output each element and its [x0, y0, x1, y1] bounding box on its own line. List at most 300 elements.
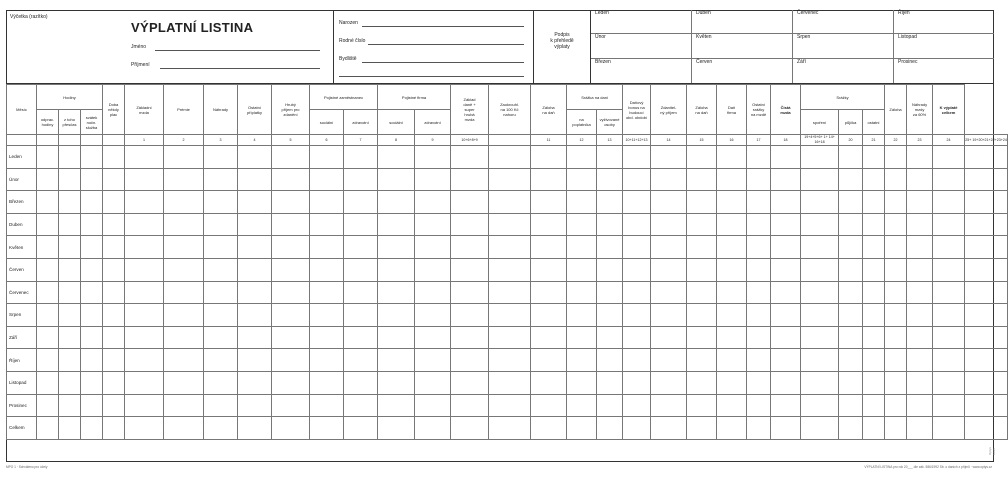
- input-cell[interactable]: [103, 326, 125, 349]
- input-cell[interactable]: [597, 168, 623, 191]
- input-cell[interactable]: [597, 417, 623, 440]
- input-cell[interactable]: [623, 146, 651, 169]
- input-cell[interactable]: [863, 394, 885, 417]
- input-cell[interactable]: [885, 371, 907, 394]
- input-cell[interactable]: [771, 417, 801, 440]
- input-cell[interactable]: [567, 349, 597, 372]
- input-cell[interactable]: [37, 191, 59, 214]
- input-cell[interactable]: [885, 258, 907, 281]
- input-cell[interactable]: [81, 168, 103, 191]
- input-cell[interactable]: [103, 371, 125, 394]
- input-cell[interactable]: [567, 281, 597, 304]
- input-cell[interactable]: [59, 281, 81, 304]
- input-cell[interactable]: [717, 213, 747, 236]
- input-cell[interactable]: [125, 281, 164, 304]
- month-cell[interactable]: Říjen: [894, 10, 994, 34]
- input-cell[interactable]: [37, 236, 59, 259]
- input-cell[interactable]: [747, 417, 771, 440]
- input-cell[interactable]: [801, 394, 839, 417]
- rc-field[interactable]: [368, 44, 524, 45]
- input-cell[interactable]: [272, 168, 310, 191]
- input-cell[interactable]: [567, 394, 597, 417]
- input-cell[interactable]: [489, 304, 531, 327]
- input-cell[interactable]: [907, 326, 933, 349]
- input-cell[interactable]: [451, 281, 489, 304]
- input-cell[interactable]: [378, 168, 415, 191]
- input-cell[interactable]: [103, 168, 125, 191]
- input-cell[interactable]: [801, 417, 839, 440]
- input-cell[interactable]: [37, 349, 59, 372]
- input-cell[interactable]: [164, 371, 204, 394]
- input-cell[interactable]: [204, 281, 238, 304]
- input-cell[interactable]: [378, 191, 415, 214]
- input-cell[interactable]: [489, 258, 531, 281]
- input-cell[interactable]: [37, 213, 59, 236]
- input-cell[interactable]: [103, 146, 125, 169]
- input-cell[interactable]: [965, 236, 1008, 259]
- input-cell[interactable]: [717, 258, 747, 281]
- input-cell[interactable]: [623, 236, 651, 259]
- input-cell[interactable]: [839, 213, 863, 236]
- input-cell[interactable]: [415, 304, 451, 327]
- input-cell[interactable]: [125, 258, 164, 281]
- input-cell[interactable]: [238, 146, 272, 169]
- input-cell[interactable]: [965, 146, 1008, 169]
- input-cell[interactable]: [37, 146, 59, 169]
- input-cell[interactable]: [310, 236, 344, 259]
- input-cell[interactable]: [204, 326, 238, 349]
- input-cell[interactable]: [907, 304, 933, 327]
- input-cell[interactable]: [717, 394, 747, 417]
- input-cell[interactable]: [415, 191, 451, 214]
- input-cell[interactable]: [103, 417, 125, 440]
- input-cell[interactable]: [204, 394, 238, 417]
- input-cell[interactable]: [37, 304, 59, 327]
- input-cell[interactable]: [378, 213, 415, 236]
- input-cell[interactable]: [717, 146, 747, 169]
- input-cell[interactable]: [164, 146, 204, 169]
- input-cell[interactable]: [531, 304, 567, 327]
- month-cell[interactable]: Červenec: [793, 10, 894, 34]
- input-cell[interactable]: [651, 236, 687, 259]
- input-cell[interactable]: [451, 349, 489, 372]
- input-cell[interactable]: [747, 168, 771, 191]
- input-cell[interactable]: [933, 236, 965, 259]
- month-cell[interactable]: Květen: [692, 34, 793, 59]
- input-cell[interactable]: [81, 394, 103, 417]
- input-cell[interactable]: [378, 349, 415, 372]
- input-cell[interactable]: [597, 304, 623, 327]
- input-cell[interactable]: [415, 168, 451, 191]
- input-cell[interactable]: [933, 191, 965, 214]
- input-cell[interactable]: [238, 191, 272, 214]
- input-cell[interactable]: [344, 281, 378, 304]
- input-cell[interactable]: [272, 191, 310, 214]
- input-cell[interactable]: [81, 349, 103, 372]
- surname-field[interactable]: [160, 68, 320, 69]
- input-cell[interactable]: [801, 213, 839, 236]
- input-cell[interactable]: [489, 371, 531, 394]
- input-cell[interactable]: [839, 258, 863, 281]
- input-cell[interactable]: [623, 213, 651, 236]
- input-cell[interactable]: [933, 326, 965, 349]
- input-cell[interactable]: [378, 417, 415, 440]
- month-cell[interactable]: Listopad: [894, 34, 994, 59]
- input-cell[interactable]: [965, 349, 1008, 372]
- month-cell[interactable]: Červen: [692, 59, 793, 84]
- input-cell[interactable]: [965, 168, 1008, 191]
- input-cell[interactable]: [103, 236, 125, 259]
- input-cell[interactable]: [687, 236, 717, 259]
- input-cell[interactable]: [597, 258, 623, 281]
- input-cell[interactable]: [747, 304, 771, 327]
- input-cell[interactable]: [103, 281, 125, 304]
- input-cell[interactable]: [907, 349, 933, 372]
- input-cell[interactable]: [238, 213, 272, 236]
- input-cell[interactable]: [933, 213, 965, 236]
- input-cell[interactable]: [933, 304, 965, 327]
- input-cell[interactable]: [344, 146, 378, 169]
- input-cell[interactable]: [651, 146, 687, 169]
- input-cell[interactable]: [59, 417, 81, 440]
- input-cell[interactable]: [415, 146, 451, 169]
- input-cell[interactable]: [531, 326, 567, 349]
- input-cell[interactable]: [933, 258, 965, 281]
- input-cell[interactable]: [59, 258, 81, 281]
- input-cell[interactable]: [451, 168, 489, 191]
- input-cell[interactable]: [747, 326, 771, 349]
- input-cell[interactable]: [272, 281, 310, 304]
- input-cell[interactable]: [597, 326, 623, 349]
- input-cell[interactable]: [863, 191, 885, 214]
- input-cell[interactable]: [204, 371, 238, 394]
- input-cell[interactable]: [965, 191, 1008, 214]
- input-cell[interactable]: [651, 349, 687, 372]
- input-cell[interactable]: [567, 417, 597, 440]
- input-cell[interactable]: [567, 168, 597, 191]
- input-cell[interactable]: [489, 191, 531, 214]
- input-cell[interactable]: [59, 394, 81, 417]
- input-cell[interactable]: [125, 191, 164, 214]
- input-cell[interactable]: [310, 349, 344, 372]
- input-cell[interactable]: [164, 258, 204, 281]
- input-cell[interactable]: [531, 146, 567, 169]
- input-cell[interactable]: [344, 417, 378, 440]
- input-cell[interactable]: [885, 394, 907, 417]
- input-cell[interactable]: [344, 236, 378, 259]
- month-cell[interactable]: Září: [793, 59, 894, 84]
- input-cell[interactable]: [687, 213, 717, 236]
- input-cell[interactable]: [164, 281, 204, 304]
- input-cell[interactable]: [623, 349, 651, 372]
- input-cell[interactable]: [651, 191, 687, 214]
- input-cell[interactable]: [204, 213, 238, 236]
- input-cell[interactable]: [885, 304, 907, 327]
- input-cell[interactable]: [839, 168, 863, 191]
- input-cell[interactable]: [238, 394, 272, 417]
- input-cell[interactable]: [801, 281, 839, 304]
- input-cell[interactable]: [103, 258, 125, 281]
- input-cell[interactable]: [531, 417, 567, 440]
- input-cell[interactable]: [623, 326, 651, 349]
- input-cell[interactable]: [567, 258, 597, 281]
- input-cell[interactable]: [344, 191, 378, 214]
- input-cell[interactable]: [103, 394, 125, 417]
- input-cell[interactable]: [310, 371, 344, 394]
- input-cell[interactable]: [204, 168, 238, 191]
- input-cell[interactable]: [164, 191, 204, 214]
- input-cell[interactable]: [933, 394, 965, 417]
- input-cell[interactable]: [415, 417, 451, 440]
- input-cell[interactable]: [81, 326, 103, 349]
- month-cell[interactable]: Prosinec: [898, 59, 918, 65]
- input-cell[interactable]: [37, 394, 59, 417]
- input-cell[interactable]: [801, 349, 839, 372]
- input-cell[interactable]: [310, 326, 344, 349]
- input-cell[interactable]: [272, 371, 310, 394]
- input-cell[interactable]: [623, 371, 651, 394]
- input-cell[interactable]: [204, 236, 238, 259]
- input-cell[interactable]: [37, 281, 59, 304]
- input-cell[interactable]: [310, 191, 344, 214]
- input-cell[interactable]: [272, 213, 310, 236]
- input-cell[interactable]: [839, 326, 863, 349]
- input-cell[interactable]: [344, 349, 378, 372]
- input-cell[interactable]: [965, 304, 1008, 327]
- input-cell[interactable]: [37, 371, 59, 394]
- input-cell[interactable]: [801, 304, 839, 327]
- input-cell[interactable]: [310, 213, 344, 236]
- input-cell[interactable]: [933, 371, 965, 394]
- input-cell[interactable]: [717, 371, 747, 394]
- input-cell[interactable]: [238, 281, 272, 304]
- input-cell[interactable]: [310, 258, 344, 281]
- input-cell[interactable]: [839, 304, 863, 327]
- input-cell[interactable]: [531, 168, 567, 191]
- input-cell[interactable]: [687, 191, 717, 214]
- input-cell[interactable]: [59, 146, 81, 169]
- input-cell[interactable]: [238, 236, 272, 259]
- input-cell[interactable]: [839, 281, 863, 304]
- input-cell[interactable]: [885, 191, 907, 214]
- input-cell[interactable]: [378, 371, 415, 394]
- input-cell[interactable]: [415, 236, 451, 259]
- input-cell[interactable]: [451, 213, 489, 236]
- input-cell[interactable]: [415, 394, 451, 417]
- input-cell[interactable]: [747, 371, 771, 394]
- input-cell[interactable]: [489, 168, 531, 191]
- input-cell[interactable]: [885, 168, 907, 191]
- input-cell[interactable]: [597, 146, 623, 169]
- input-cell[interactable]: [771, 371, 801, 394]
- month-cell[interactable]: Únor: [591, 34, 692, 59]
- input-cell[interactable]: [531, 281, 567, 304]
- input-cell[interactable]: [567, 326, 597, 349]
- input-cell[interactable]: [164, 349, 204, 372]
- month-cell[interactable]: Březen: [591, 59, 692, 84]
- input-cell[interactable]: [965, 326, 1008, 349]
- input-cell[interactable]: [965, 394, 1008, 417]
- input-cell[interactable]: [717, 417, 747, 440]
- input-cell[interactable]: [81, 371, 103, 394]
- input-cell[interactable]: [415, 281, 451, 304]
- month-cell[interactable]: Srpen: [793, 34, 894, 59]
- input-cell[interactable]: [125, 326, 164, 349]
- input-cell[interactable]: [747, 258, 771, 281]
- input-cell[interactable]: [415, 326, 451, 349]
- input-cell[interactable]: [451, 258, 489, 281]
- input-cell[interactable]: [415, 213, 451, 236]
- input-cell[interactable]: [451, 394, 489, 417]
- input-cell[interactable]: [451, 417, 489, 440]
- input-cell[interactable]: [907, 191, 933, 214]
- input-cell[interactable]: [103, 213, 125, 236]
- input-cell[interactable]: [59, 168, 81, 191]
- input-cell[interactable]: [801, 146, 839, 169]
- input-cell[interactable]: [489, 349, 531, 372]
- input-cell[interactable]: [839, 417, 863, 440]
- input-cell[interactable]: [747, 146, 771, 169]
- input-cell[interactable]: [81, 281, 103, 304]
- input-cell[interactable]: [310, 146, 344, 169]
- input-cell[interactable]: [125, 349, 164, 372]
- input-cell[interactable]: [103, 191, 125, 214]
- input-cell[interactable]: [717, 168, 747, 191]
- month-cell[interactable]: Duben: [692, 10, 793, 34]
- input-cell[interactable]: [771, 281, 801, 304]
- input-cell[interactable]: [125, 304, 164, 327]
- input-cell[interactable]: [81, 146, 103, 169]
- input-cell[interactable]: [272, 258, 310, 281]
- input-cell[interactable]: [378, 258, 415, 281]
- input-cell[interactable]: [204, 191, 238, 214]
- input-cell[interactable]: [489, 146, 531, 169]
- input-cell[interactable]: [310, 417, 344, 440]
- input-cell[interactable]: [81, 417, 103, 440]
- input-cell[interactable]: [651, 326, 687, 349]
- input-cell[interactable]: [801, 371, 839, 394]
- input-cell[interactable]: [567, 371, 597, 394]
- input-cell[interactable]: [965, 213, 1008, 236]
- input-cell[interactable]: [597, 371, 623, 394]
- input-cell[interactable]: [415, 349, 451, 372]
- input-cell[interactable]: [531, 371, 567, 394]
- input-cell[interactable]: [489, 213, 531, 236]
- input-cell[interactable]: [933, 146, 965, 169]
- input-cell[interactable]: [489, 236, 531, 259]
- input-cell[interactable]: [651, 258, 687, 281]
- input-cell[interactable]: [863, 258, 885, 281]
- input-cell[interactable]: [125, 394, 164, 417]
- input-cell[interactable]: [801, 191, 839, 214]
- input-cell[interactable]: [37, 417, 59, 440]
- input-cell[interactable]: [801, 236, 839, 259]
- input-cell[interactable]: [567, 236, 597, 259]
- input-cell[interactable]: [489, 326, 531, 349]
- input-cell[interactable]: [651, 213, 687, 236]
- input-cell[interactable]: [965, 258, 1008, 281]
- input-cell[interactable]: [344, 326, 378, 349]
- input-cell[interactable]: [863, 304, 885, 327]
- input-cell[interactable]: [933, 281, 965, 304]
- input-cell[interactable]: [907, 371, 933, 394]
- input-cell[interactable]: [204, 349, 238, 372]
- input-cell[interactable]: [344, 213, 378, 236]
- input-cell[interactable]: [81, 213, 103, 236]
- input-cell[interactable]: [907, 281, 933, 304]
- input-cell[interactable]: [567, 146, 597, 169]
- input-cell[interactable]: [885, 349, 907, 372]
- input-cell[interactable]: [747, 349, 771, 372]
- input-cell[interactable]: [597, 349, 623, 372]
- input-cell[interactable]: [717, 191, 747, 214]
- input-cell[interactable]: [415, 258, 451, 281]
- input-cell[interactable]: [623, 394, 651, 417]
- input-cell[interactable]: [771, 168, 801, 191]
- input-cell[interactable]: [164, 417, 204, 440]
- input-cell[interactable]: [907, 394, 933, 417]
- input-cell[interactable]: [567, 191, 597, 214]
- input-cell[interactable]: [344, 304, 378, 327]
- input-cell[interactable]: [59, 236, 81, 259]
- input-cell[interactable]: [567, 304, 597, 327]
- input-cell[interactable]: [863, 236, 885, 259]
- name-field[interactable]: [155, 50, 320, 51]
- input-cell[interactable]: [489, 394, 531, 417]
- input-cell[interactable]: [863, 213, 885, 236]
- input-cell[interactable]: [771, 191, 801, 214]
- input-cell[interactable]: [489, 417, 531, 440]
- input-cell[interactable]: [415, 371, 451, 394]
- input-cell[interactable]: [687, 394, 717, 417]
- input-cell[interactable]: [747, 191, 771, 214]
- input-cell[interactable]: [651, 281, 687, 304]
- input-cell[interactable]: [238, 349, 272, 372]
- input-cell[interactable]: [59, 349, 81, 372]
- month-cell[interactable]: Leden: [591, 10, 692, 34]
- input-cell[interactable]: [272, 304, 310, 327]
- input-cell[interactable]: [125, 213, 164, 236]
- input-cell[interactable]: [378, 146, 415, 169]
- input-cell[interactable]: [238, 326, 272, 349]
- input-cell[interactable]: [531, 191, 567, 214]
- input-cell[interactable]: [623, 191, 651, 214]
- input-cell[interactable]: [687, 146, 717, 169]
- input-cell[interactable]: [164, 304, 204, 327]
- input-cell[interactable]: [344, 258, 378, 281]
- input-cell[interactable]: [125, 417, 164, 440]
- address-field-2[interactable]: [339, 76, 524, 77]
- input-cell[interactable]: [164, 394, 204, 417]
- input-cell[interactable]: [885, 281, 907, 304]
- input-cell[interactable]: [687, 304, 717, 327]
- input-cell[interactable]: [531, 349, 567, 372]
- input-cell[interactable]: [839, 349, 863, 372]
- input-cell[interactable]: [839, 236, 863, 259]
- input-cell[interactable]: [771, 326, 801, 349]
- input-cell[interactable]: [37, 326, 59, 349]
- input-cell[interactable]: [59, 371, 81, 394]
- address-field[interactable]: [362, 62, 524, 63]
- input-cell[interactable]: [164, 326, 204, 349]
- input-cell[interactable]: [451, 236, 489, 259]
- input-cell[interactable]: [839, 146, 863, 169]
- input-cell[interactable]: [863, 349, 885, 372]
- input-cell[interactable]: [272, 326, 310, 349]
- input-cell[interactable]: [310, 281, 344, 304]
- input-cell[interactable]: [164, 168, 204, 191]
- input-cell[interactable]: [717, 326, 747, 349]
